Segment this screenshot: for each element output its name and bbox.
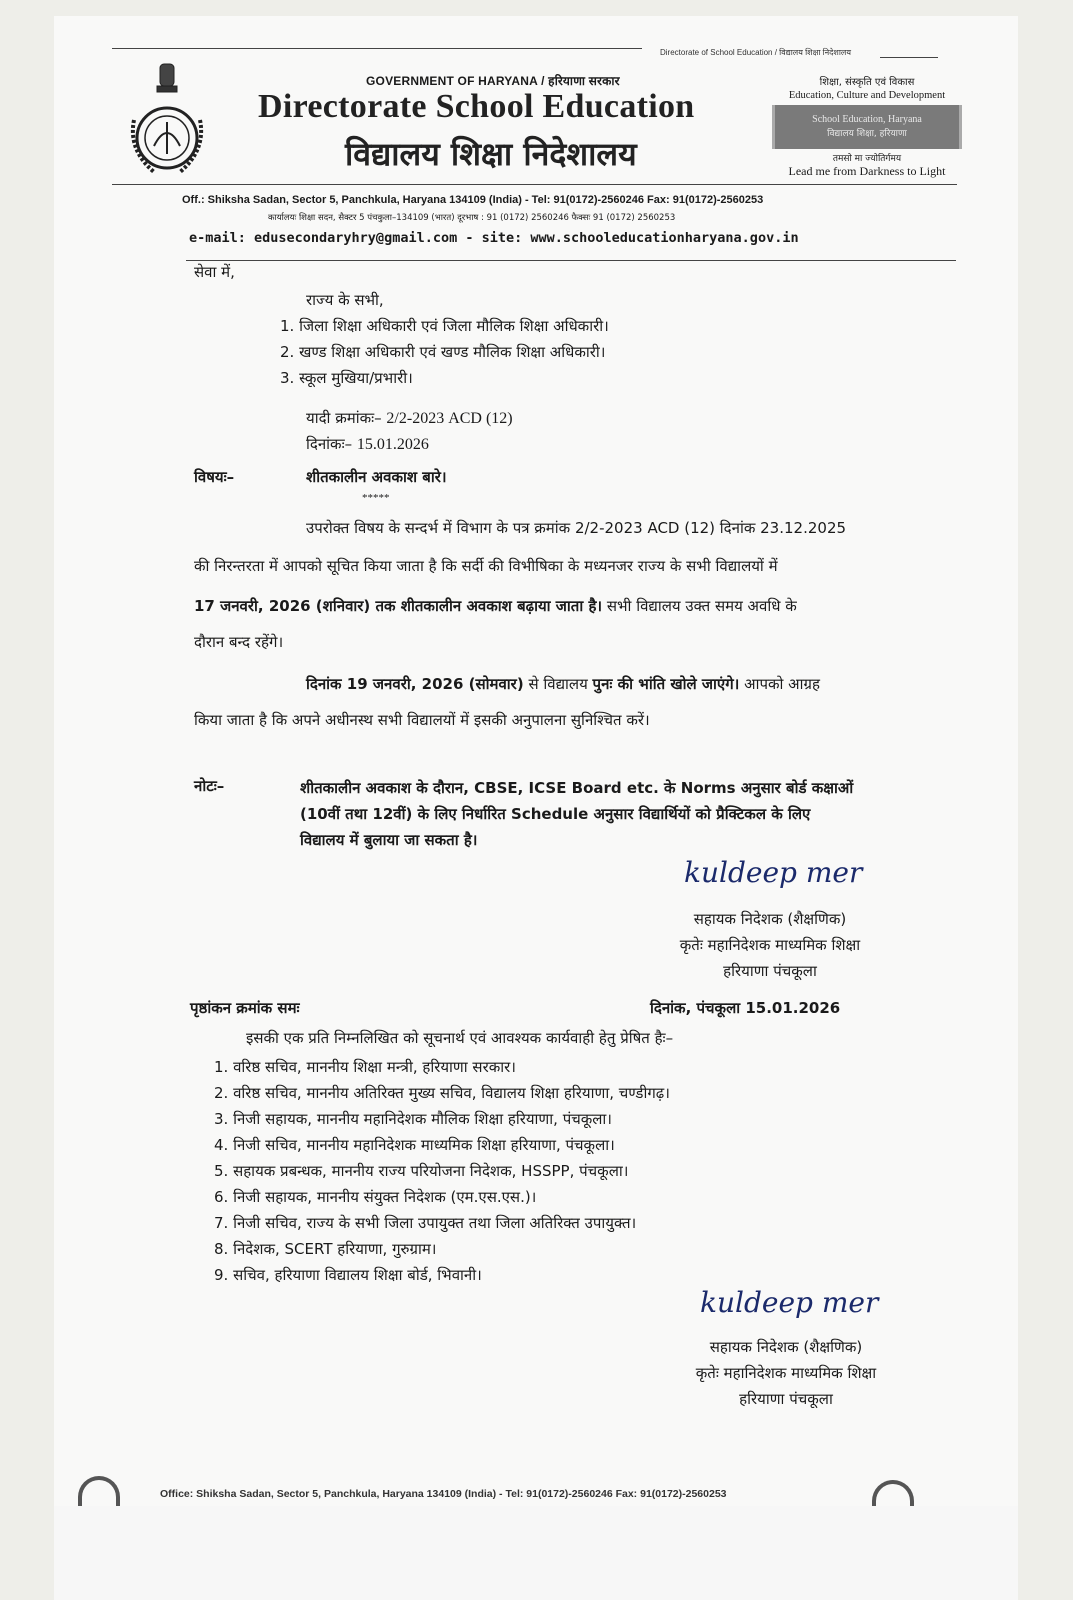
copy-to-list <box>214 1054 670 1288</box>
para2-line2: किया जाता है कि अपने अधीनस्थ सभी विद्यालयों में इसकी अनुपालना सुनिश्चित करें। <box>194 711 650 729</box>
haryana-emblem-icon <box>124 60 210 180</box>
endorsement-label: पृष्ठांकन क्रमांक समः <box>190 999 300 1017</box>
header-rule <box>112 184 957 185</box>
footer-address: Office: Shiksha Sadan, Sector 5, Panchkula, Haryana 134109 (India) - Tel: 91(0172)-2560246 Fax: 91(0172)-2560253 <box>160 1488 727 1500</box>
separator-stars: ***** <box>362 492 390 504</box>
copy-to-item: 8. निदेशक, SCERT हरियाणा, गुरुग्राम। <box>214 1240 437 1258</box>
recipients-intro: राज्य के सभी, <box>306 291 384 309</box>
government-label: GOVERNMENT OF HARYANA / हरियाणा सरकार <box>366 74 620 88</box>
memo-number-value: 2/2-2023 ACD (12) <box>386 410 513 427</box>
memo-number <box>306 408 513 428</box>
recipient-item: 1. जिला शिक्षा अधिकारी एवं जिला मौलिक शिक्षा अधिकारी। <box>280 317 609 335</box>
note-label: नोटः– <box>194 777 225 795</box>
holiday-extension-text: 17 जनवरी, 2026 (शनिवार) तक शीतकालीन अवकाश बढ़ाया जाता है। <box>194 597 603 615</box>
signature-1: kuldeep mer <box>684 856 863 889</box>
memo-number-label: यादी क्रमांकः– <box>306 409 382 427</box>
note-line: (10वीं तथा 12वीं) के लिए निर्धारित Schedule अनुसार विद्यार्थियों को प्रैक्टिकल के लिए <box>300 805 811 823</box>
top-rule <box>112 48 642 49</box>
para2-rest: आपको आग्रह <box>739 675 820 693</box>
address-hindi: कार्यालयः शिक्षा सदन, सैक्टर 5 पंचकुला–134109 (भारत) दूरभाष : 91 (0172) 2560246 फैक्सः 91 (0172) 2560253 <box>268 213 676 223</box>
right-logo-block <box>770 74 964 179</box>
note-line: शीतकालीन अवकाश के दौरान, CBSE, ICSE Board etc. के Norms अनुसार बोर्ड कक्षाओं <box>300 779 854 797</box>
para1-line3 <box>194 596 916 616</box>
recipient-item: 2. खण्ड शिक्षा अधिकारी एवं खण्ड मौलिक शिक्षा अधिकारी। <box>280 343 606 361</box>
signatory-place: हरियाणा पंचकूला <box>739 1390 833 1408</box>
address-rule <box>186 260 956 261</box>
copy-to-item: 6. निजी सहायक, माननीय संयुक्त निदेशक (एम.एस.एस.)। <box>214 1188 537 1206</box>
subject-label: विषयः– <box>194 468 235 486</box>
memo-date <box>306 434 429 454</box>
para2-mid: से विद्यालय <box>523 675 593 693</box>
page-bottom-blank <box>54 1506 1018 1600</box>
reopen-text: पुनः की भांति खोले जाएंगे। <box>592 675 740 693</box>
page-title: Directorate School Education <box>258 88 695 125</box>
logo-line-english: Education, Culture and Development <box>788 90 946 101</box>
signatory-designation: सहायक निदेशक (शैक्षणिक) <box>709 1338 863 1356</box>
signatory-on-behalf: कृतेः महानिदेशक माध्यमिक शिक्षा <box>679 936 861 954</box>
salutation: सेवा में, <box>194 263 235 281</box>
para1-line3-rest: सभी विद्यालय उक्त समय अवधि के <box>602 597 797 615</box>
signature-block-2 <box>656 1334 916 1412</box>
copy-to-item: 9. सचिव, हरियाणा विद्यालय शिक्षा बोर्ड, भिवानी। <box>214 1266 482 1284</box>
school-education-banner <box>772 105 962 149</box>
page-title-hindi: विद्यालय शिक्षा निदेशालय <box>345 135 637 173</box>
logo-line-hindi: शिक्षा, संस्कृति एवं विकास <box>819 77 915 88</box>
copy-to-item: 7. निजी सचिव, राज्य के सभी जिला उपायुक्त तथा जिला अतिरिक्त उपायुक्त। <box>214 1214 637 1232</box>
address-english: Off.: Shiksha Sadan, Sector 5, Panchkula, Haryana 134109 (India) - Tel: 91(0172)-2560246 Fax: 91(0172)-2560253 <box>182 194 764 206</box>
endorsement-date: दिनांक, पंचकूला 15.01.2026 <box>650 999 841 1017</box>
signature-2: kuldeep mer <box>700 1286 879 1319</box>
copy-to-item: 3. निजी सहायक, माननीय महानिदेशक मौलिक शिक्षा हरियाणा, पंचकूला। <box>214 1110 612 1128</box>
copy-to-item: 4. निजी सचिव, माननीय महानिदेशक माध्यमिक शिक्षा हरियाणा, पंचकूला। <box>214 1136 615 1154</box>
motto-english: Lead me from Darkness to Light <box>788 164 946 178</box>
top-rule-right <box>880 57 938 58</box>
copy-to-item: 1. वरिष्ठ सचिव, माननीय शिक्षा मन्त्री, हरियाणा सरकार। <box>214 1058 516 1076</box>
note-line: विद्यालय में बुलाया जा सकता है। <box>300 831 478 849</box>
copy-to-item: 5. सहायक प्रबन्धक, माननीय राज्य परियोजना निदेशक, HSSPP, पंचकूला। <box>214 1162 629 1180</box>
recipient-item: 3. स्कूल मुखिया/प्रभारी। <box>280 369 413 387</box>
reopen-date: दिनांक 19 जनवरी, 2026 (सोमवार) <box>306 675 524 693</box>
signatory-place: हरियाणा पंचकूला <box>723 962 817 980</box>
signature-block-1 <box>640 906 900 984</box>
signatory-designation: सहायक निदेशक (शैक्षणिक) <box>693 910 847 928</box>
copy-intro: इसकी एक प्रति निम्नलिखित को सूचनार्थ एवं आवश्यक कार्यवाही हेतु प्रेषित हैः– <box>246 1029 674 1047</box>
para1-line2: की निरन्तरता में आपको सूचित किया जाता है कि सर्दी की विभीषिका के मध्यनजर राज्य के सभी विद्यालयों में <box>194 557 778 575</box>
para2-line1 <box>306 674 820 694</box>
copy-to-item: 2. वरिष्ठ सचिव, माननीय अतिरिक्त मुख्य सचिव, विद्यालय शिक्षा हरियाणा, चण्डीगढ़। <box>214 1084 670 1102</box>
banner-english: School Education, Haryana <box>812 114 922 125</box>
signatory-on-behalf: कृतेः महानिदेशक माध्यमिक शिक्षा <box>695 1364 877 1382</box>
memo-date-label: दिनांकः– <box>306 435 353 453</box>
motto-hindi: तमसो मा ज्योतिर्गमय <box>832 154 902 164</box>
para1-line4: दौरान बन्द रहेंगे। <box>194 633 284 651</box>
subject-text: शीतकालीन अवकाश बारे। <box>306 468 447 486</box>
para1-line1: उपरोक्त विषय के सन्दर्भ में विभाग के पत्र क्रमांक 2/2-2023 ACD (12) दिनांक 23.12.2025 <box>306 519 847 537</box>
memo-date-value: 15.01.2026 <box>356 436 429 453</box>
top-line-text: Directorate of School Education / विद्यालय शिक्षा निदेशालय <box>660 48 851 57</box>
email-site: e-mail: edusecondaryhry@gmail.com - site: www.schooleducationharyana.gov.in <box>189 230 799 246</box>
banner-hindi: विद्यालय शिक्षा, हरियाणा <box>827 129 907 139</box>
